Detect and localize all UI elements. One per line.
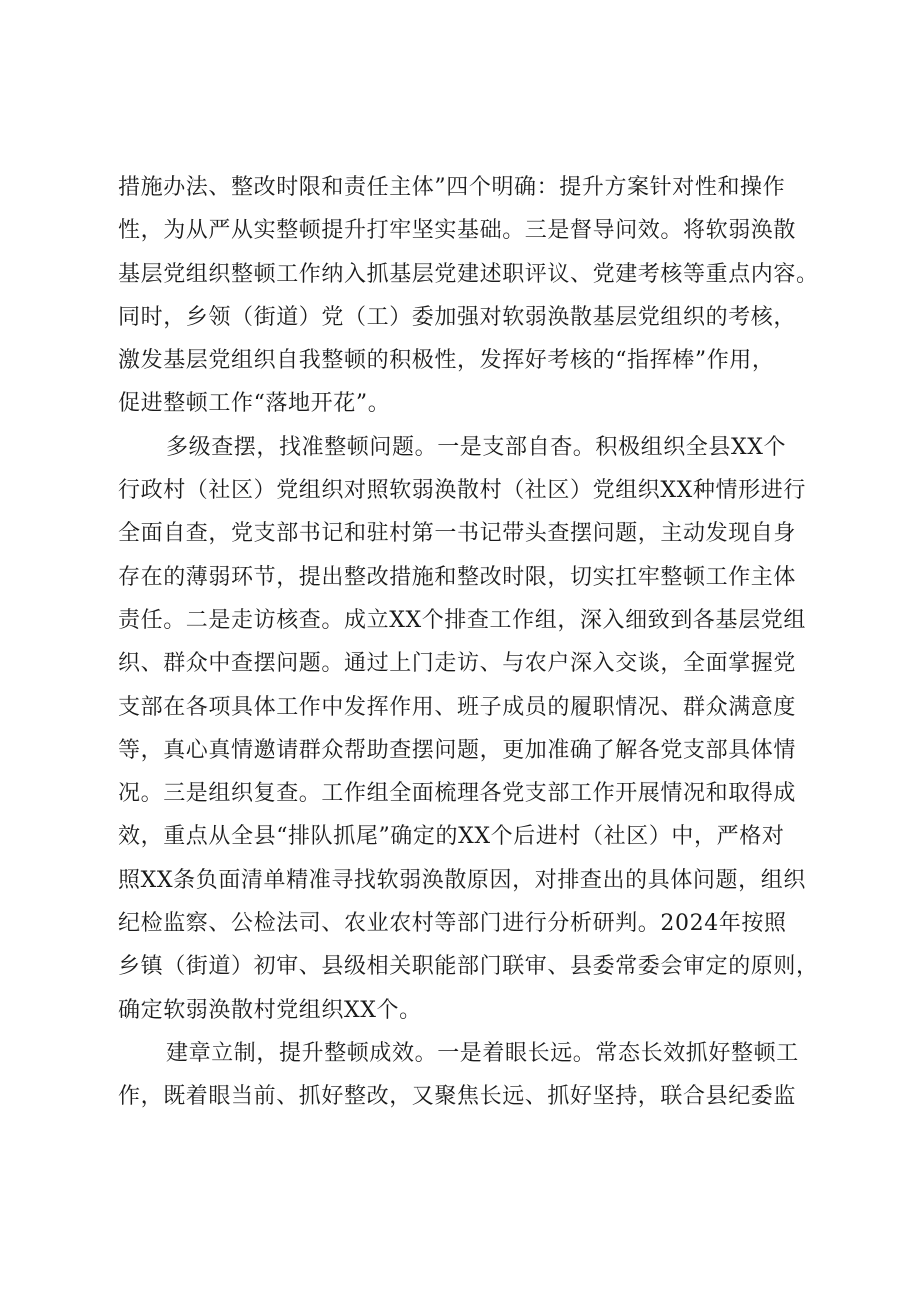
- text-line: 基层党组织整顿工作纳入抓基层党建述职评议、党建考核等重点内容。: [118, 261, 819, 287]
- paragraph-heading-line: 建章立制，提升整顿成效。一是着眼长远。常态长效抓好整顿工: [166, 1040, 799, 1066]
- text-line: 促进整顿工作“落地开花”。: [118, 391, 391, 417]
- text-line: 织、群众中查摆问题。通过上门走访、与农户深入交谈，全面掌握党: [118, 651, 797, 677]
- text-line: 等，真心真情邀请群众帮助查摆问题，更加准确了解各党支部具体情: [118, 737, 797, 763]
- body-text: [118, 166, 818, 1119]
- text-line: 行政村（社区）党组织对照软弱涣散村（社区）党组织XX种情形进行: [118, 478, 806, 504]
- text-line: 支部在各项具体工作中发挥作用、班子成员的履职情况、群众满意度: [118, 694, 797, 720]
- text-line: 存在的薄弱环节，提出整改措施和整改时限，切实扛牢整顿工作主体: [118, 564, 797, 590]
- text-line: 作，既着眼当前、抓好整改，又聚焦长远、抓好坚持，联合县纪委监: [118, 1084, 797, 1110]
- text-line: 效，重点从全县“排队抓尾”确定的XX个后进村（社区）中，严格对: [118, 824, 785, 850]
- text-line: 责任。二是走访核查。成立XX个排查工作组，深入细致到各基层党组: [118, 607, 806, 633]
- text-line: 照XX条负面清单精准寻找软弱涣散原因，对排查出的具体问题，组织: [118, 867, 806, 893]
- text-line: 措施办法、整改时限和责任主体”四个明确：提升方案针对性和操作: [118, 175, 786, 200]
- paragraph-heading-line: 多级查摆，找准整顿问题。一是支部自杳。积极组织全县XX个: [166, 434, 787, 460]
- text-line: 纪检监察、公检法司、农业农村等部门进行分析研判。2024年按照: [118, 911, 787, 937]
- text-line: 况。三是组织复查。工作组全面梳理各党支部工作开展情况和取得成: [118, 781, 797, 807]
- text-line: 全面自查，党支部书记和驻村第一书记带头查摆问题，主动发现自身: [118, 521, 797, 547]
- text-line: 性，为从严从实整顿提升打牢坚实基础。三是督导问效。将软弱涣散: [118, 218, 797, 244]
- text-line: 确定软弱涣散村党组织XX个。: [118, 997, 422, 1023]
- text-line: 乡镇（街道）初审、县级相关职能部门联审、县委常委会审定的原则，: [118, 954, 819, 980]
- text-line: 激发基层党组织自我整顿的积极性，发挥好考核的“指挥棒”作用，: [118, 348, 775, 374]
- text-line: 同时，乡领（街道）党（工）委加强对软弱涣散基层党组织的考核，: [118, 304, 797, 330]
